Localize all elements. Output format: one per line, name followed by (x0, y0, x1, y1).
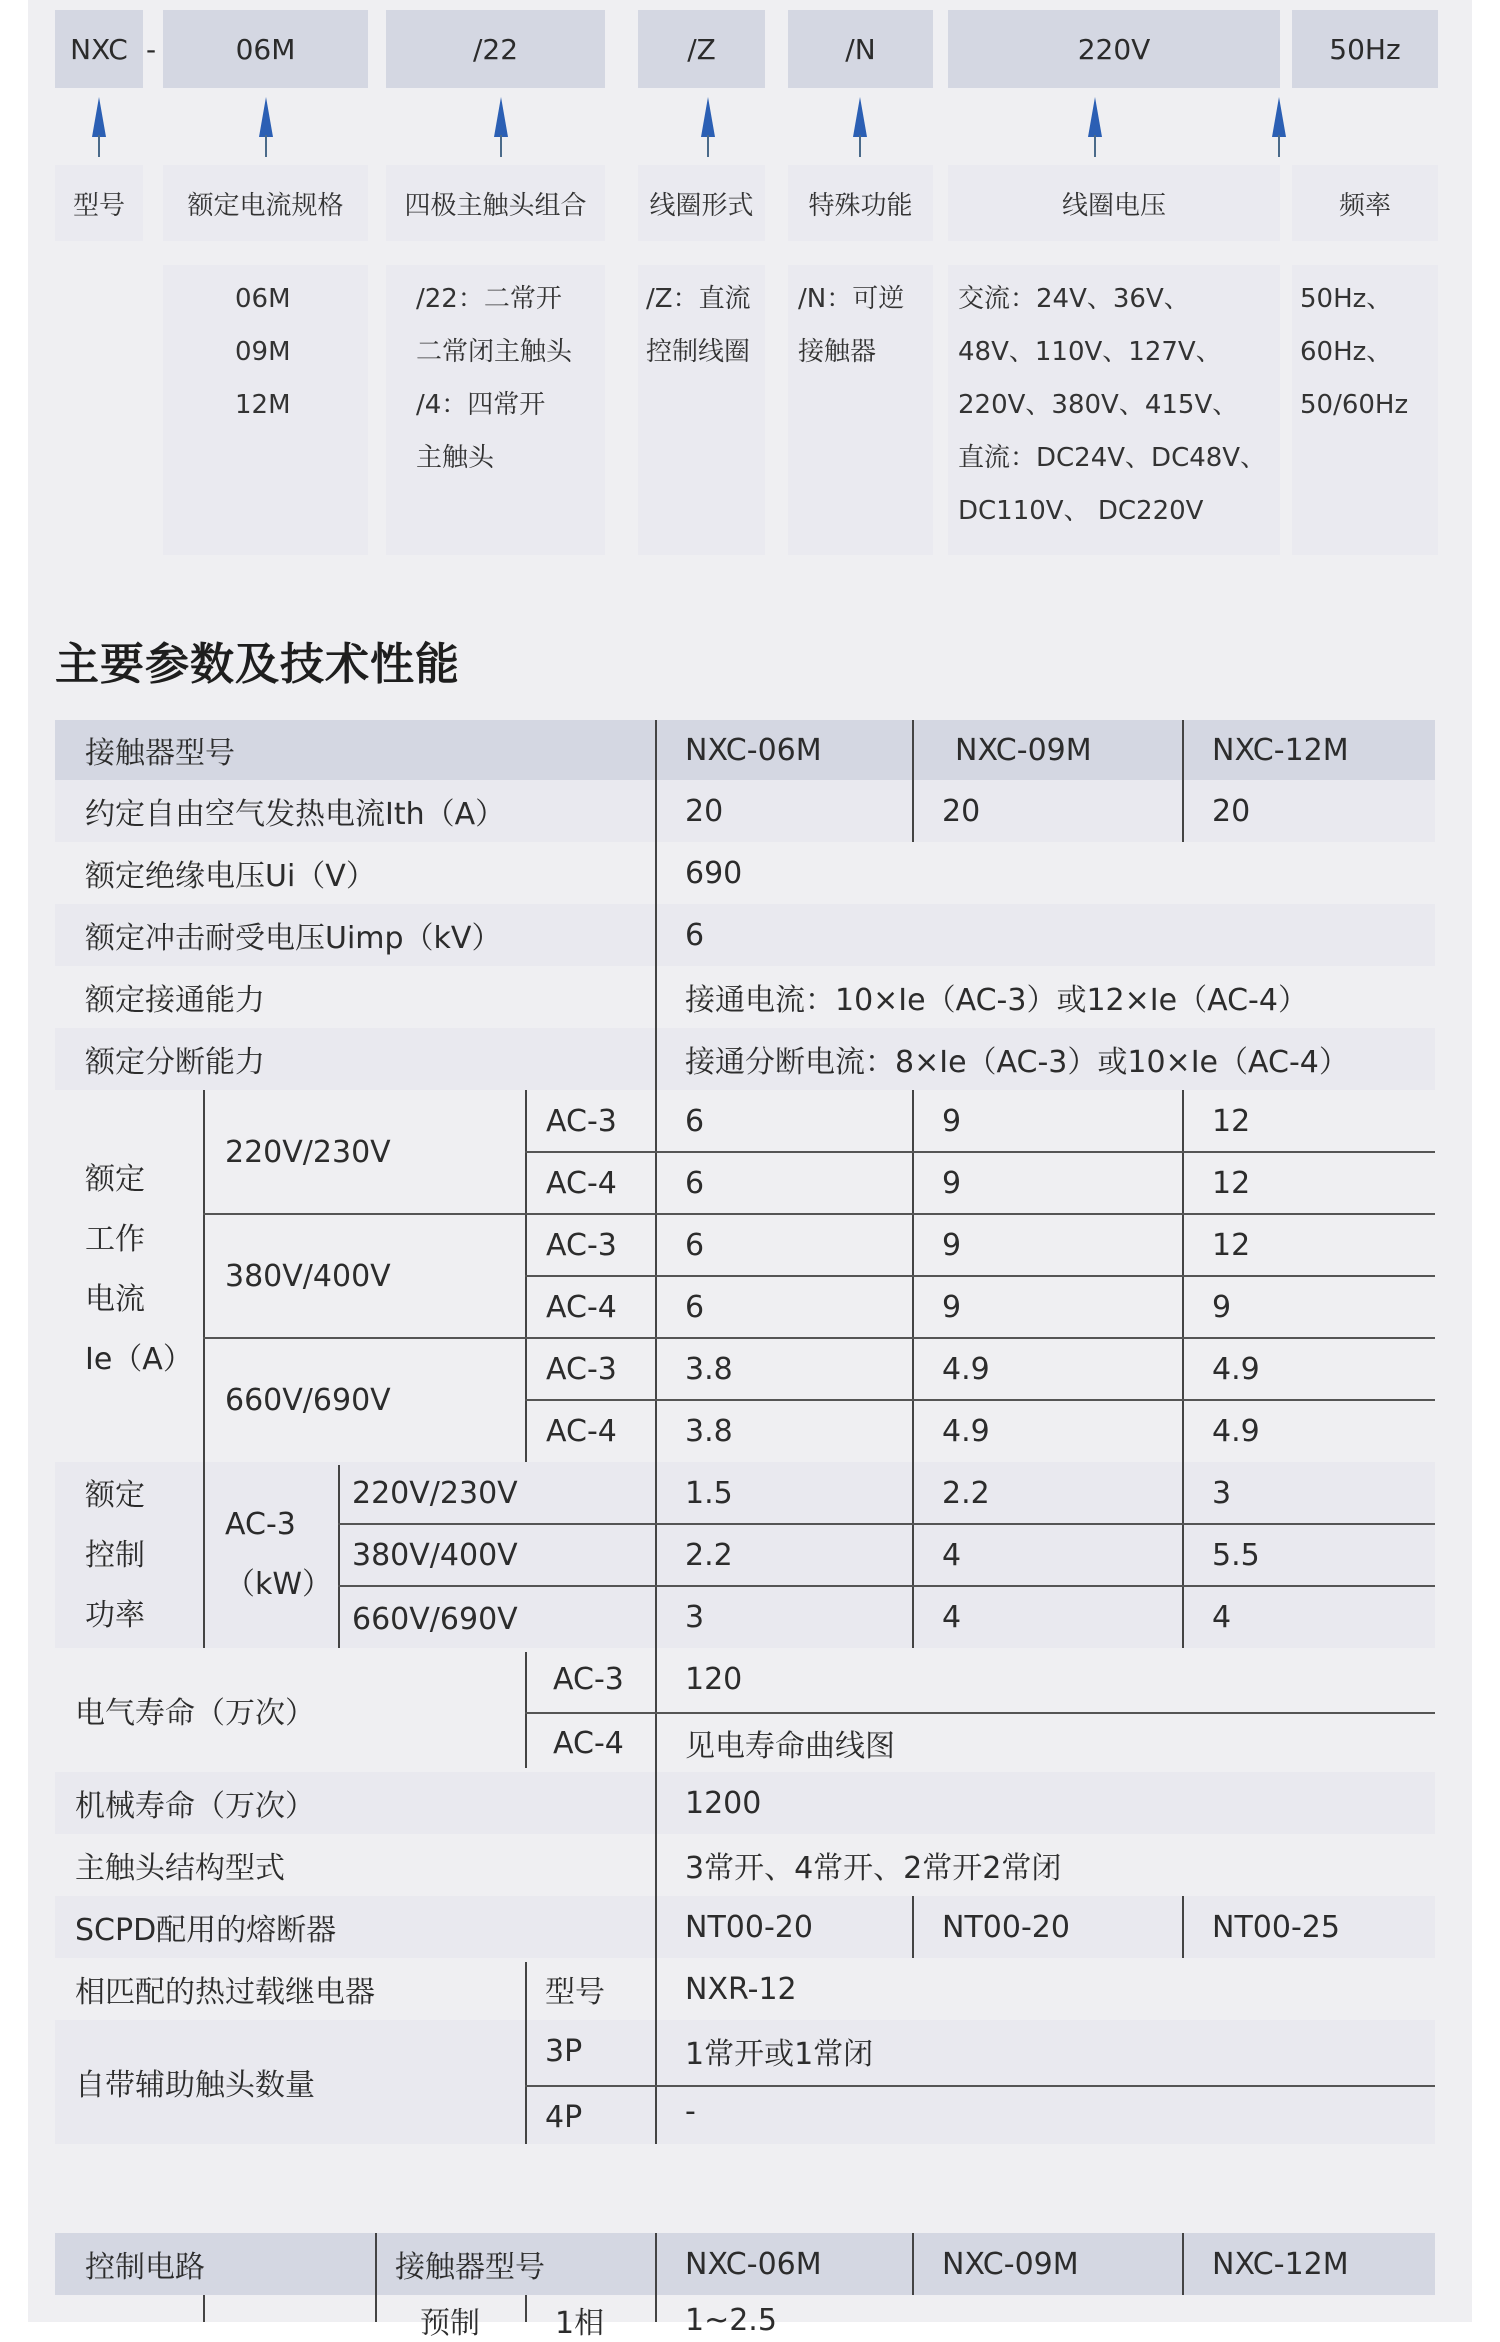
cell: 4.9 (942, 1413, 990, 1449)
ie-cat: AC-3 (546, 1351, 617, 1387)
partial-cell: 1相 (555, 2306, 605, 2341)
divider (1182, 1896, 1184, 1958)
details-coil-type: /Z：直流 控制线圈 (638, 265, 765, 555)
cell: 接通电流：10×Ie（AC-3）或12×Ie（AC-4） (685, 983, 1308, 1018)
cell: 1.5 (685, 1475, 733, 1511)
label-special: 特殊功能 (788, 165, 933, 241)
label-poles: 四极主触头组合 (386, 165, 605, 241)
label-frequency: 频率 (1292, 165, 1438, 241)
code-separator: - (146, 32, 157, 66)
partial-cell: 预制 (420, 2306, 480, 2341)
power-label-line: 功率 (85, 1598, 145, 1633)
cell: 9 (942, 1227, 962, 1263)
row-label: 额定冲击耐受电压Uimp（kV） (85, 921, 502, 956)
divider (525, 2085, 1435, 2087)
ie-voltage: 220V/230V (225, 1134, 391, 1170)
code-box-frequency: 50Hz (1292, 10, 1438, 88)
header-model: NXC-12M (1212, 2246, 1349, 2282)
divider (525, 1652, 527, 1768)
header-model: NXC-09M (955, 732, 1092, 768)
code-box-voltage: 220V (948, 10, 1280, 88)
ie-voltage: 380V/400V (225, 1258, 391, 1294)
elec-cat: AC-4 (553, 1725, 624, 1761)
aux-sub: 4P (545, 2099, 583, 2135)
cell: 6 (685, 1103, 705, 1139)
divider (525, 2295, 527, 2322)
relay-sub: 型号 (545, 1975, 605, 2010)
section-title: 主要参数及技术性能 (55, 639, 460, 690)
row-label: 主触头结构型式 (75, 1851, 285, 1886)
cell: 3.8 (685, 1351, 733, 1387)
elec-cat: AC-3 (553, 1661, 624, 1697)
ie-cat: AC-3 (546, 1227, 617, 1263)
code-box-special: /N (788, 10, 933, 88)
row-label: 相匹配的热过载继电器 (75, 1975, 375, 2010)
cell: 12 (1212, 1227, 1251, 1263)
cell: 4 (942, 1599, 962, 1635)
divider (525, 1712, 1435, 1714)
cell: 9 (942, 1165, 962, 1201)
cell: 6 (685, 1165, 705, 1201)
cell: 2.2 (685, 1537, 733, 1573)
cell: 6 (685, 917, 705, 953)
ie-voltage: 660V/690V (225, 1382, 391, 1418)
power-label-line: 控制 (85, 1538, 145, 1573)
ie-label-line: 额定 (85, 1162, 145, 1197)
cell: 接通分断电流：8×Ie（AC-3）或10×Ie（AC-4） (685, 1045, 1349, 1080)
cell: 4 (942, 1537, 962, 1573)
divider (375, 2233, 377, 2322)
header-model: NXC-09M (942, 2246, 1079, 2282)
cell: NT00-20 (942, 1909, 1070, 1945)
label-type: 型号 (55, 165, 143, 241)
row-label: 约定自由空气发热电流Ith（A） (85, 797, 506, 832)
divider (912, 1090, 914, 1648)
cell: 3.8 (685, 1413, 733, 1449)
cell: 6 (685, 1289, 705, 1325)
power-voltage: 660V/690V (352, 1601, 518, 1637)
cell: 120 (685, 1661, 743, 1697)
power-voltage: 220V/230V (352, 1475, 518, 1511)
row-label: 自带辅助触头数量 (75, 2068, 315, 2103)
code-box-poles: /22 (386, 10, 605, 88)
cell: 9 (942, 1289, 962, 1325)
divider (1182, 2233, 1184, 2295)
row-label: 额定绝缘电压Ui（V） (85, 859, 376, 894)
cell: NT00-20 (685, 1909, 813, 1945)
header-label: 接触器型号 (395, 2250, 545, 2285)
arrow-up-icon (256, 95, 276, 159)
cell: 6 (685, 1227, 705, 1263)
label-voltage: 线圈电压 (948, 165, 1280, 241)
cell: 2.2 (942, 1475, 990, 1511)
arrow-up-icon (89, 95, 109, 159)
header-model: NXC-06M (685, 2246, 822, 2282)
ie-label-line: 工作 (85, 1222, 145, 1257)
divider (525, 1275, 1435, 1277)
arrow-up-icon (491, 95, 511, 159)
divider (1182, 720, 1184, 842)
arrow-up-icon (698, 95, 718, 159)
cell: 4.9 (942, 1351, 990, 1387)
aux-sub: 3P (545, 2033, 583, 2069)
arrow-up-icon (1269, 95, 1289, 159)
details-special: /N：可逆 接触器 (788, 265, 933, 555)
label-current: 额定电流规格 (163, 165, 368, 241)
cell: 4.9 (1212, 1351, 1260, 1387)
ie-cat: AC-4 (546, 1289, 617, 1325)
cell: - (685, 2093, 696, 2129)
divider (203, 1090, 205, 1648)
divider (338, 1465, 340, 1648)
arrow-up-icon (1085, 95, 1105, 159)
divider (912, 720, 914, 842)
header-model: NXC-06M (685, 732, 822, 768)
power-label (85, 1466, 145, 1646)
divider (1182, 1090, 1184, 1648)
row-label: 额定分断能力 (85, 1045, 265, 1080)
details-poles: /22：二常开 二常闭主触头 /4：四常开 主触头 (386, 265, 605, 555)
cell: 12 (1212, 1165, 1251, 1201)
code-box-current: 06M (163, 10, 368, 88)
row-label: 机械寿命（万次） (75, 1789, 315, 1824)
code-box-type: NXC (55, 10, 143, 88)
partial-cell: 1~2.5 (685, 2302, 777, 2338)
header-label: 接触器型号 (85, 736, 235, 771)
cell: 690 (685, 855, 743, 891)
cell: 4.9 (1212, 1413, 1260, 1449)
ie-cat: AC-4 (546, 1413, 617, 1449)
cell: 20 (942, 793, 981, 829)
cell: 20 (1212, 793, 1251, 829)
details-current: 06M 09M 12M (163, 265, 368, 555)
cell: 见电寿命曲线图 (685, 1729, 895, 1764)
power-cat-line: （kW） (225, 1567, 333, 1602)
details-voltage: 交流：24V、36V、 48V、110V、127V、 220V、380V、415V、 直流：DC24V、DC48V、 DC110V、 DC220V (948, 265, 1280, 555)
cell: 1常开或1常闭 (685, 2037, 874, 2072)
cell: NXR-12 (685, 1971, 797, 2007)
power-cat (225, 1495, 332, 1615)
cell: 9 (1212, 1289, 1232, 1325)
divider (525, 1962, 527, 2144)
row-label: 额定接通能力 (85, 983, 265, 1018)
power-voltage: 380V/400V (352, 1537, 518, 1573)
ie-cat: AC-3 (546, 1103, 617, 1139)
cell: 20 (685, 793, 724, 829)
power-label-line: 额定 (85, 1478, 145, 1513)
divider (912, 1896, 914, 1958)
row-label: SCPD配用的熔断器 (75, 1913, 337, 1948)
cell: 4 (1212, 1599, 1232, 1635)
label-coil-type: 线圈形式 (638, 165, 765, 241)
details-frequency: 50Hz、 60Hz、 50/60Hz (1292, 265, 1438, 555)
code-box-coil-type: /Z (638, 10, 765, 88)
cell: 3常开、4常开、2常开2常闭 (685, 1851, 1062, 1886)
cell: 5.5 (1212, 1537, 1260, 1573)
cell: 1200 (685, 1785, 762, 1821)
cell: 12 (1212, 1103, 1251, 1139)
divider (525, 1151, 1435, 1153)
divider (203, 2295, 205, 2322)
ie-cat: AC-4 (546, 1165, 617, 1201)
arrow-up-icon (850, 95, 870, 159)
cell: 9 (942, 1103, 962, 1139)
divider (655, 720, 657, 2144)
header-model: NXC-12M (1212, 732, 1349, 768)
cell: 3 (1212, 1475, 1232, 1511)
ie-label-line: 电流 (85, 1282, 145, 1317)
cell: 3 (685, 1599, 705, 1635)
row-label: 电气寿命（万次） (75, 1696, 315, 1731)
divider (655, 2233, 657, 2322)
power-cat-line: AC-3 (225, 1507, 296, 1542)
divider (912, 2233, 914, 2295)
ie-label (85, 1150, 193, 1390)
header-circuit: 控制电路 (85, 2250, 205, 2285)
cell: NT00-25 (1212, 1909, 1340, 1945)
ie-label-line: Ie（A） (85, 1342, 193, 1377)
